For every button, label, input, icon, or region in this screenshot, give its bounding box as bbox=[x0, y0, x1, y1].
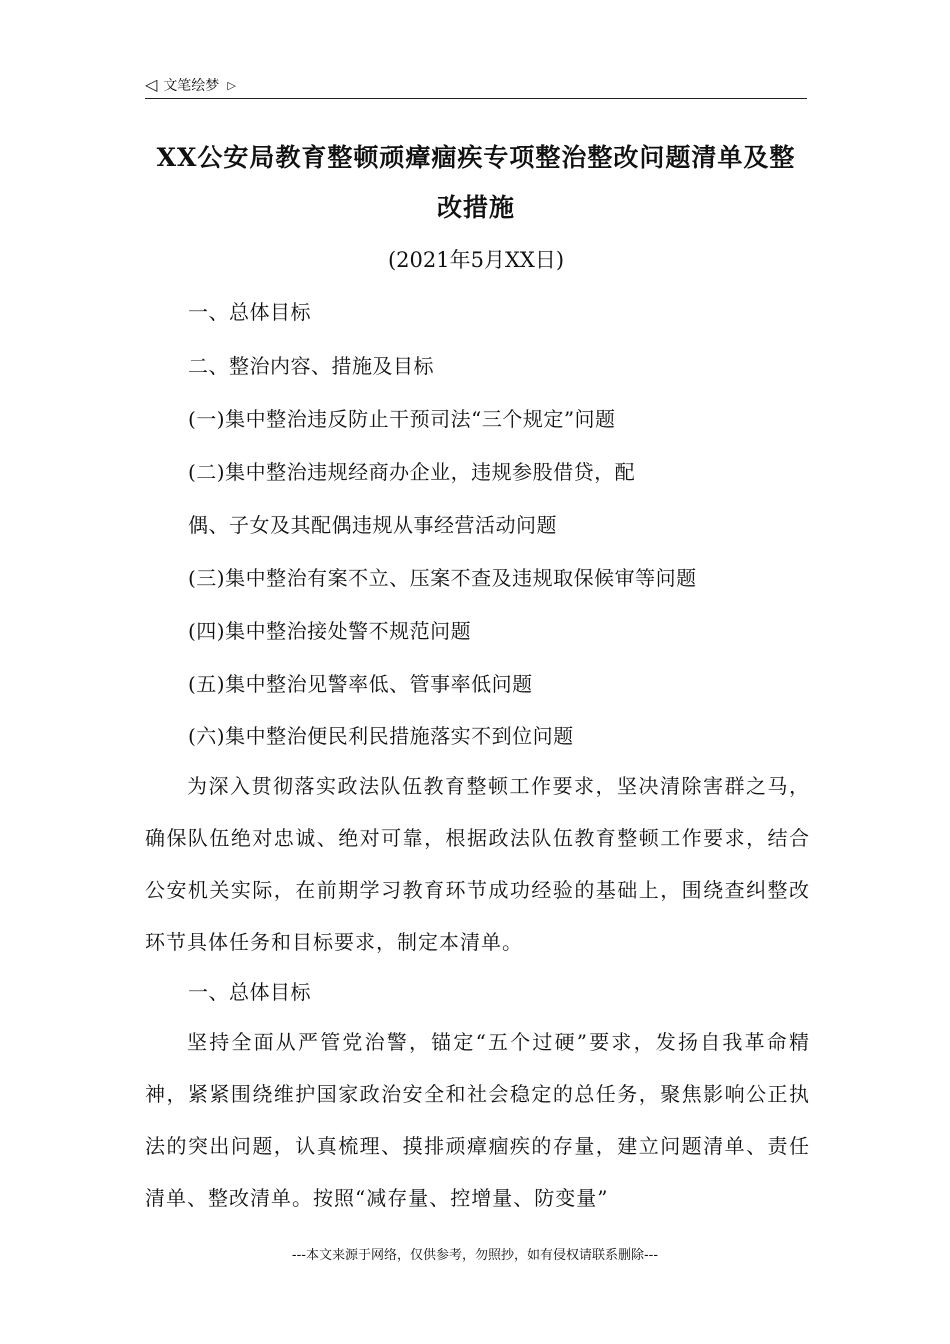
outline-item: 二、整治内容、措施及目标 bbox=[188, 354, 434, 378]
brand-name: 文笔绘梦 bbox=[163, 78, 220, 94]
outline-item: 偶、子女及其配偶违规从事经营活动问题 bbox=[188, 513, 557, 537]
outline-item: (六)集中整治便民利民措施落实不到位问题 bbox=[188, 724, 574, 748]
triangle-right-icon: ▷ bbox=[227, 78, 236, 92]
outline-item: (一)集中整治违反防止干预司法“三个规定”问题 bbox=[188, 407, 616, 431]
outline-item: (二)集中整治违规经商办企业，违规参股借贷，配 bbox=[188, 460, 636, 484]
document-title-line-1: XX公安局教育整顿顽瘴痼疾专项整治整改问题清单及整 bbox=[156, 143, 796, 172]
outline-item: (四)集中整治接处警不规范问题 bbox=[188, 619, 472, 643]
page-header bbox=[145, 72, 807, 99]
intro-paragraph: 为深入贯彻落实政法队伍教育整顿工作要求，坚决清除害群之马，确保队伍绝对忠诚、绝对可靠，根据政法队伍教育整顿工作要求，结合公安机关实际，在前期学习教育环节成功经验的基础上，围绕查纠整改环节具体任务和目标要求，制定本清单。 bbox=[145, 774, 810, 954]
outline-item: (三)集中整治有案不立、压案不查及违规取保候审等问题 bbox=[188, 566, 697, 590]
document-date: (2021年5月XX日) bbox=[387, 248, 565, 272]
body-paragraph: 坚持全面从严管党治警，锚定“五个过硬”要求，发扬自我革命精神，紧紧围绕维护国家政治安全和社会稳定的总任务，聚焦影响公正执法的突出问题，认真梳理、摸排顽瘴痼疾的存量，建立问题清单、责任清单、整改清单。按照“减存量、控增量、防变量” bbox=[145, 1030, 810, 1210]
outline-item: (五)集中整治见警率低、管事率低问题 bbox=[188, 672, 533, 696]
outline-item: 一、总体目标 bbox=[188, 300, 311, 324]
document-title-line-2: 改措施 bbox=[436, 193, 515, 222]
triangle-left-icon: ◁ bbox=[145, 75, 158, 94]
disclaimer-footer: ---本文来源于网络，仅供参考，勿照抄，如有侵权请联系删除--- bbox=[291, 1248, 659, 1263]
section-heading: 一、总体目标 bbox=[188, 980, 311, 1004]
